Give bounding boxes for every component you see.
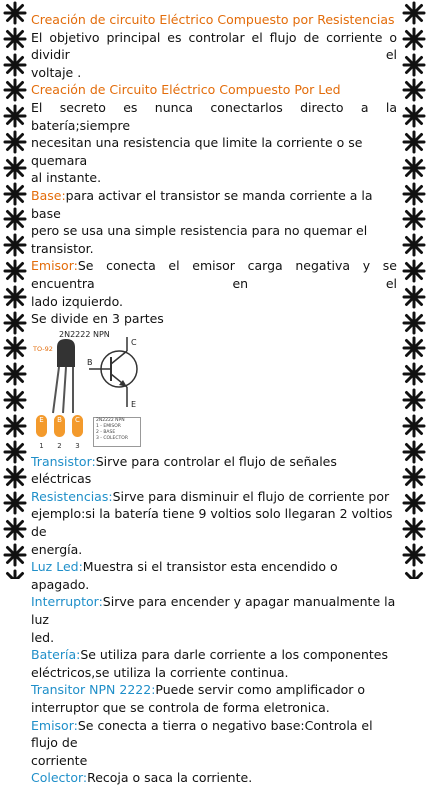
- text-line: [31, 752, 397, 770]
- asterisk-star-icon: [3, 78, 27, 102]
- asterisk-star-icon: [402, 336, 426, 360]
- text-line: [31, 29, 397, 64]
- asterisk-star-icon: [3, 465, 27, 489]
- asterisk-star-icon: [3, 569, 27, 579]
- asterisk-star-icon: [402, 182, 426, 206]
- asterisk-star-icon: [402, 27, 426, 51]
- asterisk-star-icon: [402, 465, 426, 489]
- asterisk-star-icon: [402, 569, 426, 579]
- asterisk-star-icon: [3, 27, 27, 51]
- asterisk-star-icon: [3, 414, 27, 438]
- asterisk-star-icon: [3, 517, 27, 541]
- asterisk-star-icon: [402, 156, 426, 180]
- asterisk-star-icon: [3, 491, 27, 515]
- document-body: [31, 11, 397, 787]
- highlight-text: Batería:: [31, 647, 81, 663]
- asterisk-star-icon: [3, 311, 27, 335]
- body-text: ejemplo:si la batería tiene 9 voltios solo llegaran 2 voltios de: [31, 506, 393, 540]
- asterisk-star-icon: [3, 104, 27, 128]
- pin-e: E: [36, 415, 47, 437]
- asterisk-star-icon: [402, 311, 426, 335]
- transistor-schematic: [31, 329, 149, 417]
- body-text: necesitan una resistencia que limite la corriente o se quemara: [31, 135, 363, 168]
- body-text: led.: [31, 629, 55, 645]
- pin-number: 3: [75, 441, 80, 450]
- body-text: Se conecta a tierra o negativo base:Controla el flujo de: [31, 717, 373, 751]
- body-text: al instante.: [31, 170, 102, 186]
- asterisk-star-icon: [402, 1, 426, 25]
- body-text: corriente: [31, 752, 88, 768]
- terminal-c-label: C: [131, 337, 137, 347]
- body-text: interruptor que se controla de forma eletronica.: [31, 700, 330, 715]
- asterisk-star-icon: [402, 517, 426, 541]
- asterisk-star-icon: [3, 362, 27, 386]
- text-line: [31, 310, 397, 328]
- text-line: [31, 717, 397, 752]
- text-line: [31, 541, 397, 559]
- highlight-text: Transistor:: [31, 453, 96, 469]
- pin-markers: [32, 415, 92, 450]
- highlight-text: Interruptor:: [31, 594, 103, 610]
- text-line: [31, 187, 397, 222]
- text-line: [31, 257, 397, 292]
- body-text: voltaje .: [31, 64, 82, 80]
- body-text: pero se usa una simple resistencia para no quemar el transistor.: [31, 223, 368, 256]
- text-line: [31, 664, 397, 682]
- legend-line: 1 - EMISOR: [96, 423, 121, 429]
- asterisk-star-icon: [3, 1, 27, 25]
- asterisk-star-icon: [3, 156, 27, 180]
- asterisk-star-icon: [402, 543, 426, 567]
- body-text: El objetivo principal es controlar el flujo de corriente o dividir el: [31, 29, 397, 63]
- body-text: energía.: [31, 541, 83, 557]
- terminal-e-label: E: [131, 399, 137, 409]
- body-text: Se utiliza para darle corriente a los componentes: [80, 647, 388, 663]
- highlight-text: Transitor NPN 2222:: [31, 682, 156, 698]
- text-line: [31, 11, 397, 29]
- diagram-title: 2N2222 NPN: [59, 329, 110, 339]
- asterisk-star-icon: [402, 440, 426, 464]
- text-line: [31, 222, 397, 257]
- legend-line: 3 - COLECTOR: [96, 435, 128, 441]
- asterisk-star-icon: [3, 543, 27, 567]
- body-text: Sirve para encender y apagar manualmente la luz: [31, 594, 396, 628]
- text-line: [31, 558, 397, 593]
- text-line: [31, 769, 397, 787]
- to92-body: [57, 339, 75, 367]
- highlight-text: Colector:: [31, 770, 88, 786]
- text-line: [31, 99, 397, 134]
- highlight-text: Emisor:: [31, 258, 78, 274]
- package-label: TO-92: [33, 344, 53, 353]
- right-decorative-border: [399, 0, 429, 579]
- text-line: [31, 81, 397, 99]
- asterisk-star-icon: [3, 440, 27, 464]
- body-text: Sirve para controlar el flujo de señales eléctricas: [31, 453, 337, 487]
- body-text: Se conecta el emisor carga negativa y se encuentra en el: [31, 258, 397, 291]
- text-line: [31, 699, 397, 717]
- asterisk-star-icon: [402, 259, 426, 283]
- asterisk-star-icon: [402, 233, 426, 257]
- pin-b: B: [54, 415, 65, 437]
- terminal-b-label: B: [87, 357, 93, 367]
- highlight-text: Creación de Circuito Eléctrico Compuesto Por Led: [31, 82, 341, 98]
- text-line: [31, 453, 397, 488]
- text-line: [31, 593, 397, 628]
- asterisk-star-icon: [402, 104, 426, 128]
- asterisk-star-icon: [3, 336, 27, 360]
- asterisk-star-icon: [402, 78, 426, 102]
- asterisk-star-icon: [3, 53, 27, 77]
- asterisk-star-icon: [3, 388, 27, 412]
- asterisk-star-icon: [402, 491, 426, 515]
- asterisk-star-icon: [3, 130, 27, 154]
- legend-line: 2N2222 NPN: [96, 417, 125, 423]
- pin-number: 2: [57, 441, 62, 450]
- definitions-text-block: [31, 453, 397, 787]
- highlight-text: Luz Led:: [31, 559, 83, 575]
- pin-legend: [93, 417, 141, 447]
- highlight-text: Creación de circuito Eléctrico Compuesto por Resistencias: [31, 12, 395, 27]
- asterisk-star-icon: [402, 207, 426, 231]
- pin-number: 1: [39, 441, 44, 450]
- pin-c: C: [72, 415, 83, 437]
- highlight-text: Base:: [31, 187, 66, 203]
- text-line: [31, 505, 397, 540]
- body-text: Puede servir como amplificador o: [155, 682, 366, 698]
- asterisk-star-icon: [3, 233, 27, 257]
- text-line: [31, 293, 397, 311]
- body-text: para activar el transistor se manda corriente a la base: [31, 187, 373, 221]
- asterisk-star-icon: [3, 182, 27, 206]
- asterisk-star-icon: [402, 53, 426, 77]
- asterisk-star-icon: [402, 362, 426, 386]
- text-line: [31, 134, 397, 169]
- text-line: [31, 681, 397, 699]
- body-text: Sirve para disminuir el flujo de corriente por: [112, 488, 390, 504]
- text-line: [31, 488, 397, 506]
- text-line: [31, 629, 397, 647]
- body-text: eléctricos,se utiliza la corriente continua.: [31, 664, 289, 680]
- asterisk-star-icon: [402, 388, 426, 412]
- text-line: [31, 646, 397, 664]
- body-text: Recoja o saca la corriente.: [87, 770, 253, 786]
- left-decorative-border: [0, 0, 30, 579]
- legend-line: 2 - BASE: [96, 429, 116, 435]
- asterisk-star-icon: [3, 259, 27, 283]
- asterisk-star-icon: [3, 285, 27, 309]
- highlight-text: Resistencias:: [31, 488, 113, 504]
- asterisk-star-icon: [3, 207, 27, 231]
- text-line: [31, 64, 397, 82]
- asterisk-star-icon: [402, 285, 426, 309]
- text-line: [31, 169, 397, 187]
- asterisk-star-icon: [402, 414, 426, 438]
- transistor-diagram: [31, 329, 149, 449]
- body-text: El secreto es nunca conectarlos directo a la batería;siempre: [31, 99, 397, 133]
- highlight-text: Emisor:: [31, 717, 78, 733]
- body-text: Se divide en 3 partes: [31, 311, 164, 327]
- intro-text-block: [31, 11, 397, 328]
- asterisk-star-icon: [402, 130, 426, 154]
- body-text: lado izquierdo.: [31, 293, 123, 309]
- to92-leads: [53, 367, 73, 413]
- body-text: Muestra si el transistor esta encendido o apagado.: [31, 559, 338, 592]
